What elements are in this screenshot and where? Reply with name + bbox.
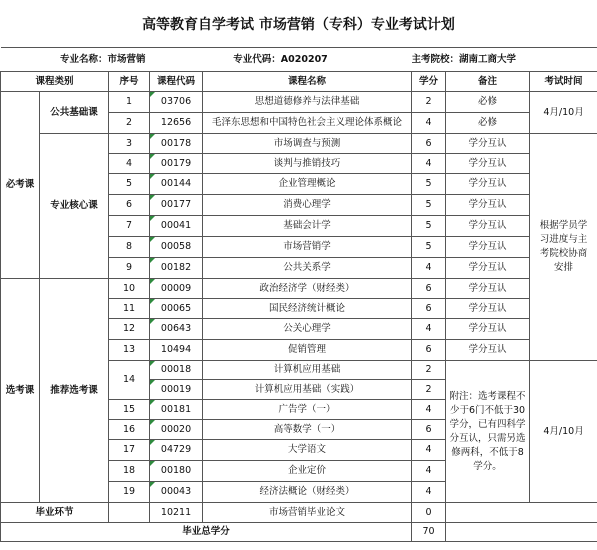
total-label: 毕业总学分 [1,523,412,542]
cell-marker [150,174,155,179]
header-exam-time: 考试时间 [530,72,597,92]
row-no: 17 [109,440,150,461]
exam-time-elective: 4月/10月 [530,361,597,503]
cell-marker [150,237,155,242]
row-credit: 5 [412,237,446,258]
table-row [1,279,597,299]
header-credit: 学分 [412,72,446,92]
row-code-text: 00144 [160,178,192,189]
elective-note: 附注：选考课程不少于6门不低于30学分，已有四科学分互认，只需另选修两科，不低于8学分。 [446,361,530,503]
row-name: 国民经济统计概论 [203,299,412,319]
row-code [150,237,203,258]
group-graduation: 毕业环节 [1,503,109,523]
row-note: 必修 [446,92,530,113]
row-note: 必修 [446,113,530,134]
row-no: 5 [109,174,150,195]
row-code [150,174,203,195]
row-name: 消费心理学 [203,195,412,216]
total-empty [446,523,597,542]
total-credits: 70 [412,523,446,542]
group-core: 专业核心课 [40,134,109,279]
row-credit: 0 [412,503,446,523]
row-note: 学分互认 [446,134,530,154]
row-no: 3 [109,134,150,154]
page-title: 高等教育自学考试 市场营销（专科）专业考试计划 [142,16,455,33]
row-code [150,258,203,279]
row-credit: 6 [412,340,446,361]
code-label: 专业代码： [233,53,281,65]
row-name: 计算机应用基础 [203,361,412,380]
cell-marker [150,299,155,304]
row-code-text: 00020 [160,423,192,435]
row-code-text: 03706 [160,96,192,107]
school-label: 主考院校： [411,53,460,65]
row-code [150,319,203,340]
row-code: 12656 [150,113,203,134]
row-credit: 2 [412,361,446,380]
row-no: 4 [109,154,150,174]
row-code-text: 00178 [160,137,192,149]
graduation-empty [446,503,597,523]
cell-marker [150,400,155,405]
row-no: 2 [109,113,150,134]
row-note: 学分互认 [446,299,530,319]
row-code-text: 00177 [160,199,192,210]
row-name: 毛泽东思想和中国特色社会主义理论体系概论 [203,113,412,134]
row-code-text: 00065 [160,302,192,314]
row-credit: 2 [412,380,446,400]
row-code-text: 00182 [160,262,192,273]
row-name: 企业管理概论 [203,174,412,195]
row-no: 13 [109,340,150,361]
row-credit: 6 [412,299,446,319]
row-code [150,400,203,420]
row-credit: 4 [412,482,446,503]
row-code-text: 00009 [160,282,192,294]
row-note: 学分互认 [446,154,530,174]
cell-marker [150,461,155,466]
row-code [150,299,203,319]
cell-marker [150,92,155,97]
header-row [1,72,597,92]
table-row [1,92,597,113]
row-credit: 5 [412,216,446,237]
row-note: 学分互认 [446,258,530,279]
cell-marker [150,482,155,487]
row-code-text: 00041 [160,220,192,231]
row-name: 高等数学（一） [203,420,412,440]
row-credit: 6 [412,279,446,299]
row-no: 11 [109,299,150,319]
row-code [150,195,203,216]
row-note: 学分互认 [446,174,530,195]
cell-marker [150,195,155,200]
row-no: 7 [109,216,150,237]
row-code [150,482,203,503]
major-code: A020207 [280,53,328,65]
row-credit: 4 [412,461,446,482]
row-name: 广告学（一） [203,400,412,420]
row-credit: 4 [412,258,446,279]
row-name: 大学语文 [203,440,412,461]
row-code [150,134,203,154]
row-name: 公关心理学 [203,319,412,340]
row-credit: 6 [412,134,446,154]
row-credit: 5 [412,174,446,195]
total-row [1,523,597,542]
cell-marker [150,216,155,221]
row-credit: 6 [412,420,446,440]
row-name: 计算机应用基础（实践） [203,380,412,400]
row-no: 10 [109,279,150,299]
row-code-text: 00180 [160,465,192,476]
row-code [150,440,203,461]
row-name: 公共关系学 [203,258,412,279]
group-public: 公共基础课 [40,92,109,134]
major-label: 专业名称： [60,53,108,65]
row-name: 市场营销毕业论文 [203,503,412,523]
row-code-text: 00179 [160,157,192,169]
row-no: 1 [109,92,150,113]
row-code [150,154,203,174]
header-category: 课程类别 [1,72,109,92]
row-code [150,92,203,113]
row-credit: 5 [412,195,446,216]
exam-time-public: 4月/10月 [530,92,597,134]
row-code [150,380,203,400]
header-name: 课程名称 [203,72,412,92]
row-no: 19 [109,482,150,503]
row-code-text: 00058 [160,241,192,252]
row-credit: 4 [412,113,446,134]
row-note: 学分互认 [446,279,530,299]
graduation-row [1,503,597,523]
cell-marker [150,420,155,425]
row-no: 8 [109,237,150,258]
row-code-text: 00181 [160,403,192,415]
row-no: 9 [109,258,150,279]
group-elective: 选考课 [1,279,40,503]
info-row [1,48,597,72]
cell-marker [150,134,155,139]
row-name: 市场营销学 [203,237,412,258]
row-credit: 4 [412,440,446,461]
row-code-text: 00018 [160,364,192,375]
row-name: 思想道德修养与法律基础 [203,92,412,113]
cell-marker [150,380,155,385]
row-note: 学分互认 [446,216,530,237]
row-no: 15 [109,400,150,420]
row-note: 学分互认 [446,237,530,258]
row-no: 16 [109,420,150,440]
row-credit: 4 [412,319,446,340]
cell-marker [150,154,155,159]
row-code-text: 00043 [160,486,192,497]
cell-marker [150,440,155,445]
group-required: 必考课 [1,92,40,279]
row-name: 经济法概论（财经类） [203,482,412,503]
school-name: 湖南工商大学 [459,53,517,65]
row-code [150,361,203,380]
row-name: 谈判与推销技巧 [203,154,412,174]
row-credit: 2 [412,92,446,113]
row-code: 10211 [150,503,203,523]
row-name: 基础会计学 [203,216,412,237]
row-no [109,503,150,523]
header-note: 备注 [446,72,530,92]
row-name: 市场调查与预测 [203,134,412,154]
row-code [150,461,203,482]
cell-marker [150,361,155,366]
row-name: 促销管理 [203,340,412,361]
cell-marker [150,319,155,324]
row-code [150,420,203,440]
row-name: 企业定价 [203,461,412,482]
cell-marker [150,258,155,263]
row-code-text: 04729 [160,444,192,455]
row-note: 学分互认 [446,340,530,361]
row-credit: 4 [412,400,446,420]
row-no: 14 [109,361,150,400]
row-no: 12 [109,319,150,340]
header-no: 序号 [109,72,150,92]
row-code: 10494 [150,340,203,361]
row-note: 学分互认 [446,195,530,216]
row-code-text: 00019 [160,383,192,395]
row-code-text: 00643 [160,323,192,334]
row-note: 学分互认 [446,319,530,340]
major-name: 市场营销 [107,53,146,65]
exam-time-negotiated: 根据学员学习进度与主考院校协商安排 [530,134,597,361]
cell-marker [150,279,155,284]
header-code: 课程代码 [150,72,203,92]
exam-plan-table [0,47,597,542]
row-code [150,216,203,237]
row-no: 18 [109,461,150,482]
row-code [150,279,203,299]
group-recommended: 推荐选考课 [40,279,109,503]
row-no: 6 [109,195,150,216]
table-row [1,134,597,154]
row-name: 政治经济学（财经类） [203,279,412,299]
row-credit: 4 [412,154,446,174]
